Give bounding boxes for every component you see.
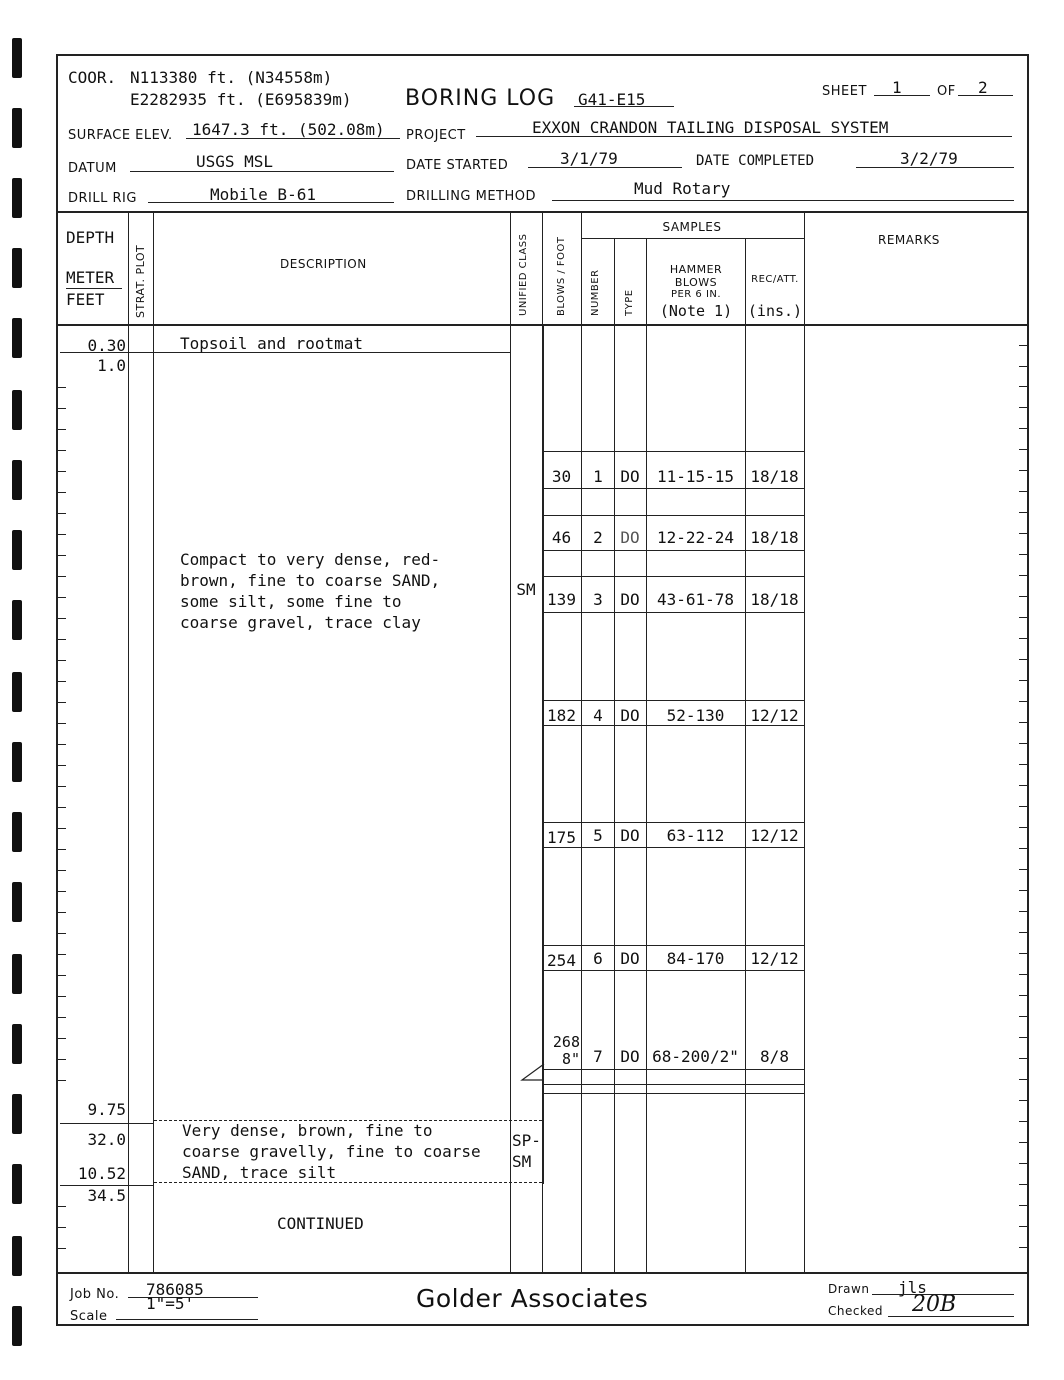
sample-2-type: DO (620, 528, 640, 547)
scale-tick (1019, 1079, 1027, 1080)
strat-plot-header: STRAT. PLOT (134, 244, 147, 318)
scale-tick (58, 828, 66, 829)
sample-1-hammer: 11-15-15 (656, 467, 735, 486)
scale-tick (58, 702, 66, 703)
scale-tick (58, 471, 66, 472)
scale-tick (1019, 974, 1027, 975)
scale-tick (1019, 345, 1027, 346)
footer-divider (57, 1272, 1028, 1274)
strat-column-line (153, 211, 154, 1273)
sample-5-blows: 175 (547, 828, 576, 847)
sample-7-rec: 8/8 (760, 1047, 789, 1066)
punch-hole (12, 460, 22, 500)
meter-feet-divider (66, 288, 122, 289)
drawn-label: Drawn (828, 1282, 870, 1296)
sample-4-bottom (542, 725, 804, 726)
punch-hole (12, 530, 22, 570)
punch-hole (12, 248, 22, 288)
scale-tick (1019, 1058, 1027, 1059)
drilling-method-label: DRILLING METHOD (406, 189, 537, 204)
depth-feet-2: 32.0 (87, 1130, 126, 1149)
scale-tick (1019, 1016, 1027, 1017)
scale-tick (1019, 911, 1027, 912)
sample-5-type: DO (620, 826, 640, 845)
sample-6-number: 6 (593, 949, 603, 968)
scale-tick (1019, 512, 1027, 513)
scale-tick (58, 786, 66, 787)
scale-tick (1019, 701, 1027, 702)
depth-feet-3: 34.5 (87, 1186, 126, 1205)
sample-4-hammer: 52-130 (666, 706, 725, 725)
scale-tick (1019, 428, 1027, 429)
job-no-label: Job No. (70, 1287, 120, 1302)
date-started-underline (528, 167, 682, 168)
sample-2-blows: 46 (551, 528, 572, 547)
scale-tick (1019, 932, 1027, 933)
sample-2-number: 2 (593, 528, 603, 547)
scale-tick (1019, 617, 1027, 618)
checked-label: Checked (828, 1304, 883, 1318)
punch-hole (12, 108, 22, 148)
scale-tick (58, 912, 66, 913)
sample-6-blows: 254 (547, 951, 576, 970)
scale-tick (58, 387, 66, 388)
hammer-header-3: PER 6 IN. (670, 289, 722, 300)
number-header: NUMBER (590, 269, 601, 316)
hammer-note: (Note 1) (659, 302, 733, 320)
continued-label: CONTINUED (277, 1214, 364, 1233)
scale-tick (58, 492, 66, 493)
scale-tick (1019, 953, 1027, 954)
scale-tick (1019, 1163, 1027, 1164)
description-header: DESCRIPTION (280, 257, 367, 271)
hammer-column-line (745, 238, 746, 1273)
sample-1-type: DO (620, 467, 640, 486)
rec-att-header: REC/ATT. (751, 274, 799, 285)
scale-tick (1019, 366, 1027, 367)
scale-tick (58, 555, 66, 556)
boundary-sand-left (60, 1123, 154, 1124)
project-label: PROJECT (406, 128, 466, 143)
punch-hole (12, 390, 22, 430)
sample-6-type: DO (620, 949, 640, 968)
depth-header: DEPTH (66, 228, 115, 247)
blows-foot-header: BLOWS / FOOT (556, 236, 567, 316)
stratum-description-1: Topsoil and rootmat (180, 334, 364, 353)
sample-3-top (542, 576, 804, 577)
scale-tick (1019, 764, 1027, 765)
date-started: 3/1/79 (560, 149, 618, 168)
sample-2-rec: 18/18 (750, 528, 799, 547)
date-completed-label: DATE COMPLETED (696, 153, 815, 169)
sample-7-type: DO (620, 1047, 640, 1066)
sheet-total: 2 (978, 78, 988, 97)
sample-5-hammer: 63-112 (666, 826, 725, 845)
scale-tick (58, 975, 66, 976)
scale-tick (1019, 722, 1027, 723)
punch-hole (12, 1094, 22, 1134)
scale-tick (1019, 890, 1027, 891)
sample-5-top (542, 822, 804, 823)
sample-3-hammer: 43-61-78 (656, 590, 735, 609)
scale-tick (58, 618, 66, 619)
type-column-line (646, 238, 647, 1273)
punch-hole (12, 1306, 22, 1346)
project-name: EXXON CRANDON TAILING DISPOSAL SYSTEM (532, 118, 889, 137)
scale-tick (1019, 638, 1027, 639)
scale-tick (58, 1059, 66, 1060)
sample-7-hammer: 68-200/2" (652, 1047, 739, 1066)
sample-6-top (542, 945, 804, 946)
scale-tick (1019, 680, 1027, 681)
stratum-description-2: Compact to very dense, red- brown, fine to coarse SAND, some silt, some fine to coarse gravel, trace clay (180, 550, 441, 632)
scale-tick (58, 933, 66, 934)
sample-3-bottom (542, 612, 804, 613)
punch-hole (12, 812, 22, 852)
scale-tick (1019, 827, 1027, 828)
type-header: TYPE (624, 289, 635, 316)
scale-tick (58, 744, 66, 745)
scale-tick (1019, 1205, 1027, 1206)
scale-tick (58, 639, 66, 640)
scale-tick (1019, 785, 1027, 786)
samples-header: SAMPLES (662, 220, 722, 234)
scale-tick (58, 1248, 66, 1249)
scale-tick (58, 597, 66, 598)
scale-tick (1019, 596, 1027, 597)
scale-tick (1019, 1142, 1027, 1143)
boundary-gravel-left (60, 1185, 154, 1186)
scale-tick (1019, 848, 1027, 849)
feet-header: FEET (66, 290, 105, 309)
date-completed: 3/2/79 (900, 149, 958, 168)
date-completed-underline (856, 167, 1014, 168)
scale-underline (116, 1319, 258, 1320)
sheet-label: SHEET (822, 84, 867, 99)
scale-tick (58, 408, 66, 409)
sample-6-hammer: 84-170 (666, 949, 725, 968)
drilling-method-underline (552, 200, 1014, 201)
depth-meter-3: 10.52 (77, 1164, 126, 1183)
scale-tick (58, 450, 66, 451)
scale-tick (1019, 407, 1027, 408)
sample-4-rec: 12/12 (750, 706, 799, 725)
sample-7-number: 7 (593, 1047, 603, 1066)
depth-column-line (128, 211, 129, 1273)
stratum-description-3: Very dense, brown, fine to coarse gravelly, fine to coarse SAND, trace silt (182, 1121, 481, 1182)
coor-north: N113380 ft. (N34558m) (130, 68, 333, 87)
punch-hole (12, 318, 22, 358)
depth-feet-1: 1.0 (97, 356, 126, 375)
scale-tick (1019, 1247, 1027, 1248)
sample-7-bottom (542, 1084, 804, 1085)
scale-tick (58, 660, 66, 661)
surface-elev: 1647.3 ft. (502.08m) (192, 120, 385, 139)
remarks-header: REMARKS (878, 233, 940, 247)
scale-tick (1019, 1226, 1027, 1227)
sample-1-top (542, 451, 804, 452)
scale-tick (58, 891, 66, 892)
coor-east: E2282935 ft. (E695839m) (130, 90, 352, 109)
job-no: 786085 (146, 1280, 204, 1299)
sheet-number: 1 (892, 78, 902, 97)
drill-rig-underline (148, 202, 394, 203)
hammer-header-1: HAMMER (669, 263, 723, 276)
scale-tick (1019, 554, 1027, 555)
scale-tick (1019, 995, 1027, 996)
scale-tick (58, 1206, 66, 1207)
sample-4-number: 4 (593, 706, 603, 725)
sample-5-number: 5 (593, 826, 603, 845)
surface-elev-underline (186, 138, 400, 139)
company-name: Golder Associates (416, 1284, 649, 1313)
datum-label: DATUM (68, 161, 117, 176)
drawn-by: jls (898, 1278, 927, 1297)
sheet-underline (874, 95, 930, 96)
punch-hole (12, 742, 22, 782)
unified-class-header: UNIFIED CLASS (518, 233, 529, 316)
boring-id: G41-E15 (578, 90, 646, 109)
samples-divider (582, 238, 804, 239)
sample-4-top (542, 700, 804, 701)
punch-hole (12, 600, 22, 640)
punch-hole (12, 954, 22, 994)
scale-tick (58, 1038, 66, 1039)
drill-rig-label: DRILL RIG (68, 191, 137, 206)
scale-tick (1019, 806, 1027, 807)
scale-tick (58, 576, 66, 577)
blows-column-heavy (542, 324, 544, 1184)
drill-rig: Mobile B-61 (210, 185, 316, 204)
sample-1-number: 1 (593, 467, 603, 486)
scale-tick (1019, 1100, 1027, 1101)
scale-tick (58, 954, 66, 955)
datum-underline (130, 171, 394, 172)
rec-units: (ins.) (747, 302, 803, 320)
scale-tick (58, 1227, 66, 1228)
punch-hole (12, 672, 22, 712)
sample-4-type: DO (620, 706, 640, 725)
project-underline (476, 136, 1012, 137)
scale-tick (58, 429, 66, 430)
depth-meter-2: 9.75 (87, 1100, 126, 1119)
sample-3-number: 3 (593, 590, 603, 609)
scale-tick (1019, 491, 1027, 492)
sample-6-bottom (542, 970, 804, 971)
of-label: OF (937, 84, 956, 99)
scale-tick (58, 996, 66, 997)
datum-value: USGS MSL (196, 152, 274, 171)
sample-3-rec: 18/18 (750, 590, 799, 609)
sample-6-rec: 12/12 (750, 949, 799, 968)
scale-tick (1019, 1037, 1027, 1038)
rec-column-line (804, 211, 805, 1273)
sample-3-blows: 139 (547, 590, 576, 609)
scale-tick (1019, 470, 1027, 471)
scale-tick (58, 765, 66, 766)
description-column-line (510, 211, 511, 1273)
sample-1-blows: 30 (551, 467, 572, 486)
meter-header: METER (66, 268, 115, 287)
scale-tick (58, 1017, 66, 1018)
sample-2-hammer: 12-22-24 (656, 528, 735, 547)
date-started-label: DATE STARTED (406, 158, 509, 173)
sample-2-bottom (542, 550, 804, 551)
samples-bottom (542, 1093, 804, 1094)
stratum-class-2: SM (516, 580, 536, 599)
scale-tick (58, 723, 66, 724)
punch-hole (12, 882, 22, 922)
surface-elev-label: SURFACE ELEV. (68, 128, 173, 143)
scale-tick (58, 870, 66, 871)
checked-by: 20B (912, 1292, 957, 1317)
scale-tick (1019, 533, 1027, 534)
scale-tick (58, 1080, 66, 1081)
number-column-line (614, 238, 615, 1273)
scale-value: 1"=5' (146, 1294, 195, 1313)
sample-7-blows: 268 8" (552, 1033, 580, 1068)
scale-tick (1019, 449, 1027, 450)
sample-3-type: DO (620, 590, 640, 609)
punch-hole (12, 178, 22, 218)
scale-tick (1019, 1121, 1027, 1122)
scale-tick (58, 513, 66, 514)
scale-tick (1019, 1184, 1027, 1185)
sample-2-top (542, 515, 804, 516)
scale-tick (1019, 386, 1027, 387)
sample-1-bottom (542, 488, 804, 489)
scale-tick (1019, 659, 1027, 660)
sheet-total-underline (958, 95, 1013, 96)
sample-5-bottom (542, 847, 804, 848)
punch-hole (12, 1236, 22, 1276)
depth-meter-1: 0.30 (87, 336, 126, 355)
blows-column-line (581, 211, 582, 1273)
boring-id-underline (574, 106, 674, 107)
sample-5-rec: 12/12 (750, 826, 799, 845)
checked-underline (888, 1316, 1014, 1317)
sample-1-rec: 18/18 (750, 467, 799, 486)
scale-tick (58, 849, 66, 850)
punch-hole (12, 1164, 22, 1204)
coor-label: COOR. (68, 68, 117, 87)
sample-7-top (542, 1069, 804, 1070)
scale-tick (58, 681, 66, 682)
punch-hole (12, 1024, 22, 1064)
scale-tick (1019, 575, 1027, 576)
scale-tick (1019, 743, 1027, 744)
scale-label: Scale (70, 1309, 108, 1324)
page-title: BORING LOG (405, 86, 556, 111)
scale-tick (58, 534, 66, 535)
sample-4-blows: 182 (547, 706, 576, 725)
hammer-header-2: BLOWS (674, 276, 718, 289)
stratum-class-3: SP- SM (512, 1131, 541, 1171)
scale-tick (1019, 869, 1027, 870)
scale-tick (58, 807, 66, 808)
drilling-method: Mud Rotary (634, 179, 731, 198)
punch-hole (12, 38, 22, 78)
